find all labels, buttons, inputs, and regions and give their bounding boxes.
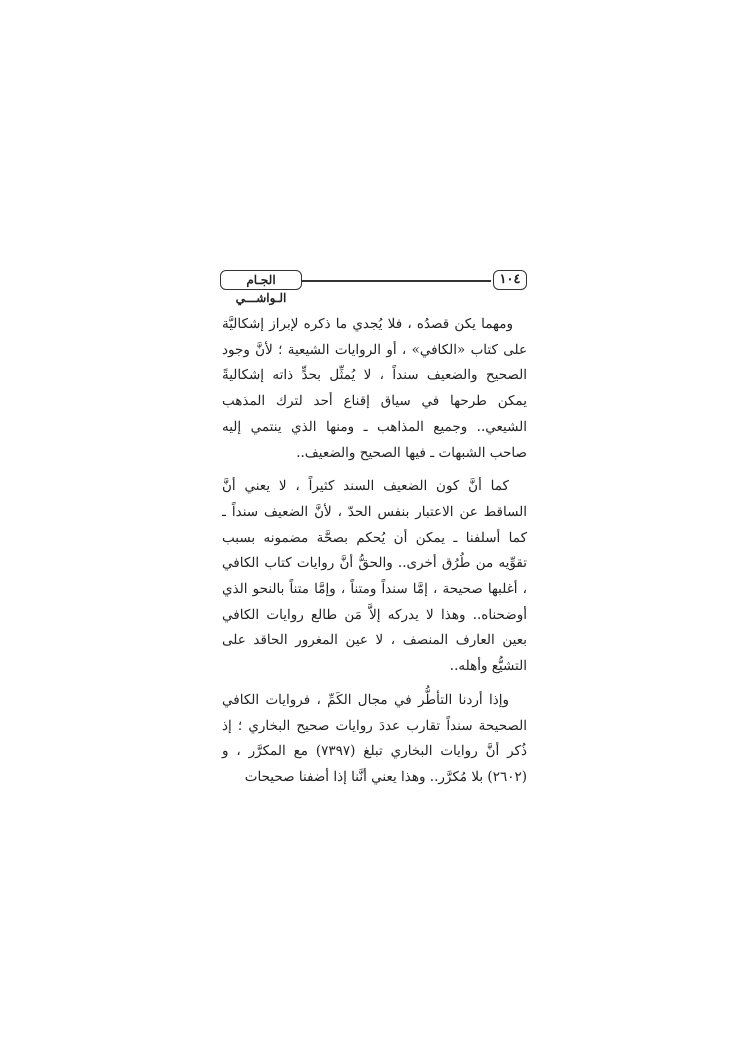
paragraph-1: ومهما يكن قصدُه ، فلا يُجدي ما ذكره لإبراز إشكاليَّة على كتاب «الكافي» ، أو الروايات الشيعية ؛ لأنَّ وجود الصحيح والضعيف سنداً ، لا يُمثِّل بحدٍّ ذاته إشكاليةً يمكن طرحها في سياق إقناع أحد لترك المذهب الشيعي.. وجميع المذاهب ـ ومنها الذي ينتمي إليه صاحب الشبهات ـ فيها الصحيح والضعيف.. [222, 316, 527, 461]
page-number: ١٠٤ [493, 270, 527, 290]
paragraph-3: وإذا أردنا التأطُّر في مجال الكَمِّ ، فروايات الكافي الصحيحة سنداً تقارب عددَ روايات صحيح البخاري ؛ إذ ذُكر أنَّ روايات البخاري تبلغ (٧٣٩٧) مع المكرَّر ، و (٢٦٠٢) بلا مُكرَّر.. وهذا يعني أنَّنا إذا أضفنا صحيحات [222, 691, 527, 785]
running-title: الجـام الـواشـــي [220, 270, 302, 290]
header-rule [302, 280, 491, 282]
body-text [222, 312, 527, 799]
paragraph-2: كما أنَّ كون الضعيف السند كثيراً ، لا يعني أنَّ الساقط عن الاعتبار بنفس الحدّ ، لأنَّ الضعيف سنداً ـ كما أسلفنا ـ يمكن أن يُحكم بصحَّة مضمونه بسبب تقوِّيه من طُرُق أخرى.. والحقُّ أنَّ روايات كتاب الكافي ، أغلبها صحيحة ، إمَّا سنداً ومتناً ، وإمَّا متناً بالنحو الذي أوضحناه.. وهذا لا يدركه إلاَّ مَن طالع روايات الكافي بعين العارف المنصف ، لا عين المغرور الحاقد على التشيُّع وأهله.. [222, 478, 527, 675]
page-header [220, 270, 527, 305]
